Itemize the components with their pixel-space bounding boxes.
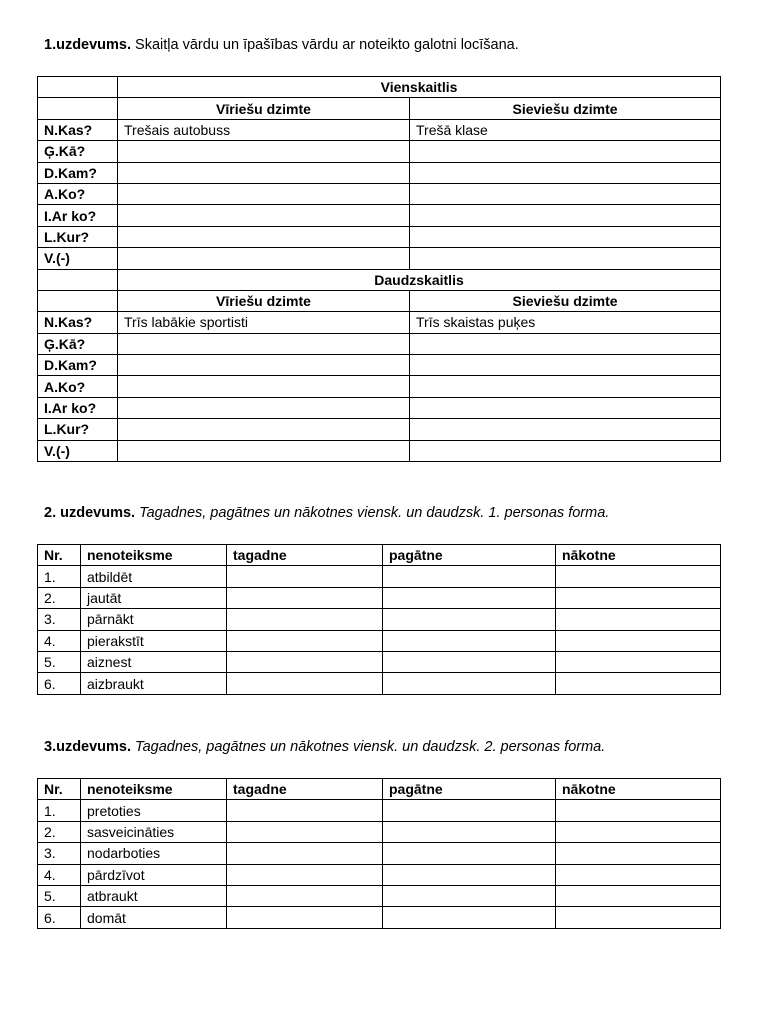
past-answer-cell[interactable] [383,673,556,694]
case-label: Ģ.Kā? [38,333,118,354]
past-answer-cell[interactable] [383,587,556,608]
future-answer-cell[interactable] [556,800,721,821]
row-number: 6. [38,907,81,928]
case-label: V.(-) [38,440,118,461]
infinitive: pārnākt [81,609,227,630]
plural-case-row [38,355,721,376]
case-label: N.Kas? [38,119,118,140]
singular-gender-row [38,98,721,119]
singular-case-row [38,162,721,183]
past-answer-cell[interactable] [383,651,556,672]
future-answer-cell[interactable] [556,907,721,928]
future-answer-cell[interactable] [556,821,721,842]
fem-answer-cell[interactable] [410,355,721,376]
task2-col-header: nākotne [556,545,721,566]
task3-table [37,778,721,929]
fem-answer-cell[interactable] [410,397,721,418]
infinitive: nodarboties [81,843,227,864]
infinitive: aiznest [81,651,227,672]
fem-answer-cell[interactable] [410,183,721,204]
task2-text: Tagadnes, pagātnes un nākotnes viensk. un daudzsk. 1. personas forma. [135,505,610,521]
singular-case-row [38,205,721,226]
task3-label: 3.uzdevums. [44,739,132,755]
singular-fem-header: Sieviešu dzimte [410,98,721,119]
case-label: I.Ar ko? [38,397,118,418]
task2-col-header: tagadne [227,545,383,566]
fem-answer-cell[interactable] [410,205,721,226]
present-answer-cell[interactable] [227,609,383,630]
singular-case-row [38,226,721,247]
infinitive: pārdzīvot [81,864,227,885]
present-answer-cell[interactable] [227,907,383,928]
masc-answer-cell[interactable] [118,162,410,183]
future-answer-cell[interactable] [556,843,721,864]
task2-verb-row [38,566,721,587]
singular-case-row [38,141,721,162]
masc-answer-cell[interactable] [118,355,410,376]
task3-verb-row [38,885,721,906]
fem-answer-cell[interactable] [410,376,721,397]
row-number: 5. [38,651,81,672]
case-label: L.Kur? [38,226,118,247]
plural-case-row [38,333,721,354]
fem-answer-cell[interactable] [410,226,721,247]
past-answer-cell[interactable] [383,864,556,885]
infinitive: sasveicināties [81,821,227,842]
past-answer-cell[interactable] [383,800,556,821]
case-label: V.(-) [38,248,118,269]
singular-gender-corner [38,98,118,119]
task3-col-header: pagātne [383,779,556,800]
row-number: 2. [38,587,81,608]
singular-header-row [38,77,721,98]
task1-title [44,37,519,53]
present-answer-cell[interactable] [227,864,383,885]
task2-label: 2. uzdevums. [44,505,136,521]
plural-masc-header: Vīriešu dzimte [118,290,410,311]
plural-number-header: Daudzskaitlis [118,269,721,290]
task3-header-row [38,779,721,800]
singular-case-row [38,183,721,204]
case-label: D.Kam? [38,355,118,376]
masc-answer-cell[interactable] [118,183,410,204]
present-answer-cell[interactable] [227,673,383,694]
masc-answer-cell[interactable] [118,376,410,397]
present-answer-cell[interactable] [227,651,383,672]
task2-col-header: Nr. [38,545,81,566]
present-answer-cell[interactable] [227,630,383,651]
present-answer-cell[interactable] [227,587,383,608]
infinitive: jautāt [81,587,227,608]
masc-answer-text: Trīs labākie sportisti [118,312,410,333]
fem-answer-cell[interactable] [410,248,721,269]
task2-verb-row [38,673,721,694]
row-number: 4. [38,630,81,651]
row-number: 3. [38,843,81,864]
task1-table [37,76,721,462]
task3-col-header: Nr. [38,779,81,800]
infinitive: aizbraukt [81,673,227,694]
future-answer-cell[interactable] [556,587,721,608]
task2-verb-row [38,630,721,651]
past-answer-cell[interactable] [383,821,556,842]
task1-text: Skaitļa vārdu un īpašības vārdu ar noteikto galotni locīšana. [131,37,519,53]
task2-table [37,544,721,695]
singular-case-row [38,119,721,140]
past-answer-cell[interactable] [383,566,556,587]
case-label: A.Ko? [38,183,118,204]
past-answer-cell[interactable] [383,609,556,630]
present-answer-cell[interactable] [227,800,383,821]
task3-verb-row [38,864,721,885]
task3-col-header: tagadne [227,779,383,800]
fem-answer-text: Trīs skaistas puķes [410,312,721,333]
plural-gender-corner [38,290,118,311]
task2-verb-row [38,609,721,630]
masc-answer-cell[interactable] [118,226,410,247]
masc-answer-cell[interactable] [118,397,410,418]
infinitive: atbraukt [81,885,227,906]
fem-answer-cell[interactable] [410,141,721,162]
case-label: N.Kas? [38,312,118,333]
task3-text: Tagadnes, pagātnes un nākotnes viensk. un daudzsk. 2. personas forma. [131,739,606,755]
singular-case-row [38,248,721,269]
plural-gender-row [38,290,721,311]
task2-header-row [38,545,721,566]
infinitive: domāt [81,907,227,928]
task3-col-header: nākotne [556,779,721,800]
masc-answer-cell[interactable] [118,333,410,354]
past-answer-cell[interactable] [383,885,556,906]
singular-number-header: Vienskaitlis [118,77,721,98]
task3-verb-row [38,907,721,928]
row-number: 4. [38,864,81,885]
future-answer-cell[interactable] [556,673,721,694]
masc-answer-cell[interactable] [118,141,410,162]
present-answer-cell[interactable] [227,843,383,864]
future-answer-cell[interactable] [556,885,721,906]
fem-answer-cell[interactable] [410,333,721,354]
case-label: A.Ko? [38,376,118,397]
plural-fem-header: Sieviešu dzimte [410,290,721,311]
singular-corner-cell [38,77,118,98]
task3-col-header: nenoteiksme [81,779,227,800]
case-label: D.Kam? [38,162,118,183]
fem-answer-cell[interactable] [410,440,721,461]
fem-answer-cell[interactable] [410,162,721,183]
masc-answer-cell[interactable] [118,419,410,440]
past-answer-cell[interactable] [383,907,556,928]
future-answer-cell[interactable] [556,651,721,672]
masc-answer-cell[interactable] [118,440,410,461]
masc-answer-cell[interactable] [118,205,410,226]
task2-title [44,505,609,521]
case-label: Ģ.Kā? [38,141,118,162]
row-number: 1. [38,800,81,821]
present-answer-cell[interactable] [227,885,383,906]
plural-corner-cell [38,269,118,290]
future-answer-cell[interactable] [556,609,721,630]
task2-col-header: pagātne [383,545,556,566]
future-answer-cell[interactable] [556,566,721,587]
task3-verb-row [38,821,721,842]
plural-case-row [38,376,721,397]
singular-masc-header: Vīriešu dzimte [118,98,410,119]
present-answer-cell[interactable] [227,566,383,587]
fem-answer-text: Trešā klase [410,119,721,140]
future-answer-cell[interactable] [556,864,721,885]
row-number: 5. [38,885,81,906]
past-answer-cell[interactable] [383,843,556,864]
infinitive: pierakstīt [81,630,227,651]
task1-label: 1.uzdevums. [44,37,132,53]
case-label: I.Ar ko? [38,205,118,226]
past-answer-cell[interactable] [383,630,556,651]
row-number: 3. [38,609,81,630]
plural-case-row [38,419,721,440]
plural-case-row [38,440,721,461]
row-number: 1. [38,566,81,587]
fem-answer-cell[interactable] [410,419,721,440]
task2-verb-row [38,587,721,608]
plural-case-row [38,312,721,333]
task3-title [44,739,605,755]
infinitive: atbildēt [81,566,227,587]
task3-verb-row [38,800,721,821]
task2-col-header: nenoteiksme [81,545,227,566]
case-label: L.Kur? [38,419,118,440]
task2-verb-row [38,651,721,672]
row-number: 2. [38,821,81,842]
task3-verb-row [38,843,721,864]
plural-header-row [38,269,721,290]
row-number: 6. [38,673,81,694]
plural-case-row [38,397,721,418]
present-answer-cell[interactable] [227,821,383,842]
masc-answer-text: Trešais autobuss [118,119,410,140]
future-answer-cell[interactable] [556,630,721,651]
infinitive: pretoties [81,800,227,821]
masc-answer-cell[interactable] [118,248,410,269]
